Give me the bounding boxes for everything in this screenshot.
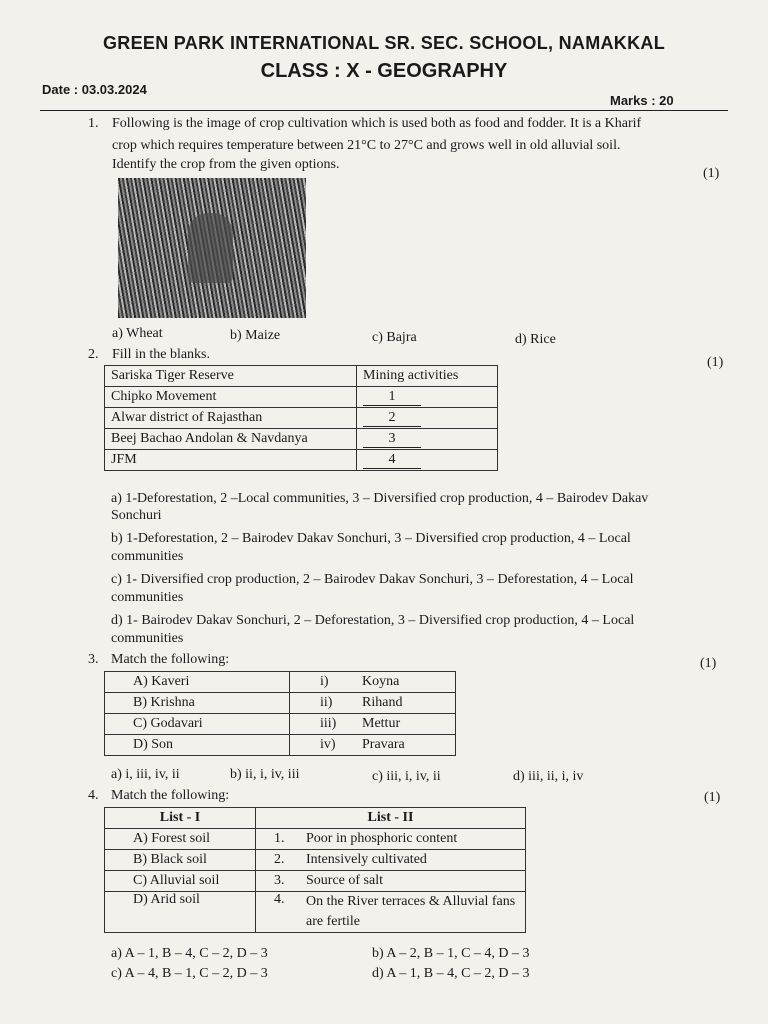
q4-option-c: c) A – 4, B – 1, C – 2, D – 3 bbox=[111, 966, 268, 981]
table-cell: JFM bbox=[105, 450, 357, 471]
table-row bbox=[105, 672, 456, 693]
table-row bbox=[105, 366, 498, 387]
table-cell bbox=[357, 450, 498, 471]
q4-number: 4. bbox=[88, 788, 99, 803]
q2-option-d-line1: d) 1- Bairodev Dakav Sonchuri, 2 – Deforestation, 3 – Diversified crop production, 4 – Local bbox=[111, 613, 635, 628]
table-cell: ii) bbox=[290, 693, 357, 714]
table-cell: Poor in phosphoric content bbox=[300, 829, 526, 850]
table-row bbox=[105, 850, 526, 871]
table-cell: B) Black soil bbox=[105, 850, 256, 871]
q3-option-b: b) ii, i, iv, iii bbox=[230, 767, 300, 782]
q4-option-b: b) A – 2, B – 1, C – 4, D – 3 bbox=[372, 946, 530, 961]
table-cell: Sariska Tiger Reserve bbox=[105, 366, 357, 387]
table-cell: Mining activities bbox=[357, 366, 498, 387]
table-cell: On the River terraces & Alluvial fans are fertile bbox=[300, 892, 526, 933]
table-row bbox=[105, 714, 456, 735]
table-cell: A) Kaveri bbox=[105, 672, 290, 693]
q1-option-b: b) Maize bbox=[230, 328, 281, 343]
table-cell: D) Son bbox=[105, 735, 290, 756]
q3-option-a: a) i, iii, iv, ii bbox=[111, 767, 180, 782]
table-row bbox=[105, 829, 526, 850]
blank: 2 bbox=[363, 410, 421, 427]
q2-option-c-line2: communities bbox=[111, 590, 184, 605]
q4-option-a: a) A – 1, B – 4, C – 2, D – 3 bbox=[111, 946, 268, 961]
table-cell: iv) bbox=[290, 735, 357, 756]
q1-text-line1: Following is the image of crop cultivation which is used both as food and fodder. It is a Kharif bbox=[112, 116, 642, 131]
table-row bbox=[105, 429, 498, 450]
table-cell: B) Krishna bbox=[105, 693, 290, 714]
q2-option-a-line2: Sonchuri bbox=[111, 508, 162, 523]
q2-option-d-line2: communities bbox=[111, 631, 184, 646]
q4-option-d: d) A – 1, B – 4, C – 2, D – 3 bbox=[372, 966, 530, 981]
table-cell: 3. bbox=[256, 871, 301, 892]
table-row bbox=[105, 408, 498, 429]
q3-table bbox=[104, 671, 456, 756]
q2-marks: (1) bbox=[707, 355, 724, 370]
table-cell: C) Alluvial soil bbox=[105, 871, 256, 892]
table-cell: Pravara bbox=[356, 735, 456, 756]
table-header-row bbox=[105, 808, 526, 829]
q2-number: 2. bbox=[88, 347, 99, 362]
table-row bbox=[105, 871, 526, 892]
q1-text-line2: crop which requires temperature between 21°C to 27°C and grows well in old alluvial soil. bbox=[112, 138, 621, 153]
table-cell bbox=[357, 387, 498, 408]
q1-option-c: c) Bajra bbox=[372, 330, 417, 345]
table-cell: Koyna bbox=[356, 672, 456, 693]
table-cell: Intensively cultivated bbox=[300, 850, 526, 871]
table-cell bbox=[357, 429, 498, 450]
table-cell: Mettur bbox=[356, 714, 456, 735]
q1-option-a: a) Wheat bbox=[112, 326, 163, 341]
q3-option-d: d) iii, ii, i, iv bbox=[513, 769, 584, 784]
q4-table bbox=[104, 807, 526, 933]
q3-option-c: c) iii, i, iv, ii bbox=[372, 769, 441, 784]
table-row bbox=[105, 735, 456, 756]
table-cell: 1. bbox=[256, 829, 301, 850]
q3-number: 3. bbox=[88, 652, 99, 667]
table-cell: 2. bbox=[256, 850, 301, 871]
q2-option-b-line2: communities bbox=[111, 549, 184, 564]
table-header: List - II bbox=[256, 808, 526, 829]
q3-marks: (1) bbox=[700, 656, 717, 671]
table-cell: D) Arid soil bbox=[105, 892, 256, 933]
table-cell: Rihand bbox=[356, 693, 456, 714]
table-row bbox=[105, 892, 526, 933]
q1-marks: (1) bbox=[703, 166, 720, 181]
q2-option-c-line1: c) 1- Diversified crop production, 2 – Bairodev Dakav Sonchuri, 3 – Deforestation, 4 – Local bbox=[111, 572, 634, 587]
q3-text: Match the following: bbox=[111, 652, 230, 667]
table-cell: i) bbox=[290, 672, 357, 693]
table-cell bbox=[357, 408, 498, 429]
table-row bbox=[105, 387, 498, 408]
table-cell: Alwar district of Rajasthan bbox=[105, 408, 357, 429]
table-cell: A) Forest soil bbox=[105, 829, 256, 850]
table-cell: Chipko Movement bbox=[105, 387, 357, 408]
table-cell: iii) bbox=[290, 714, 357, 735]
q2-table bbox=[104, 365, 498, 471]
q1-text-line3: Identify the crop from the given options. bbox=[112, 157, 340, 172]
table-cell: Beej Bachao Andolan & Navdanya bbox=[105, 429, 357, 450]
table-cell: C) Godavari bbox=[105, 714, 290, 735]
table-header: List - I bbox=[105, 808, 256, 829]
q4-marks: (1) bbox=[704, 790, 721, 805]
farmer-figure bbox=[188, 213, 233, 283]
table-cell: 4. bbox=[256, 892, 301, 933]
crop-photo bbox=[118, 178, 306, 318]
q2-option-b-line1: b) 1-Deforestation, 2 – Bairodev Dakav Sonchuri, 3 – Diversified crop production, 4 – Local bbox=[111, 531, 631, 546]
school-name: GREEN PARK INTERNATIONAL SR. SEC. SCHOOL, NAMAKKAL bbox=[102, 33, 665, 53]
table-row bbox=[105, 450, 498, 471]
total-marks: Marks : 20 bbox=[610, 93, 674, 108]
table-cell: Source of salt bbox=[300, 871, 526, 892]
q1-number: 1. bbox=[88, 116, 99, 131]
blank: 4 bbox=[363, 452, 421, 469]
blank: 3 bbox=[363, 431, 421, 448]
blank: 1 bbox=[363, 389, 421, 406]
q2-text: Fill in the blanks. bbox=[112, 347, 210, 362]
header-divider bbox=[40, 110, 728, 111]
exam-date: Date : 03.03.2024 bbox=[42, 82, 147, 97]
q4-text: Match the following: bbox=[111, 788, 230, 803]
q2-option-a-line1: a) 1-Deforestation, 2 –Local communities, 3 – Diversified crop production, 4 – Bairodev Dakav bbox=[111, 491, 649, 506]
q1-option-d: d) Rice bbox=[515, 332, 556, 347]
table-row bbox=[105, 693, 456, 714]
class-subject: CLASS : X - GEOGRAPHY bbox=[260, 60, 508, 82]
